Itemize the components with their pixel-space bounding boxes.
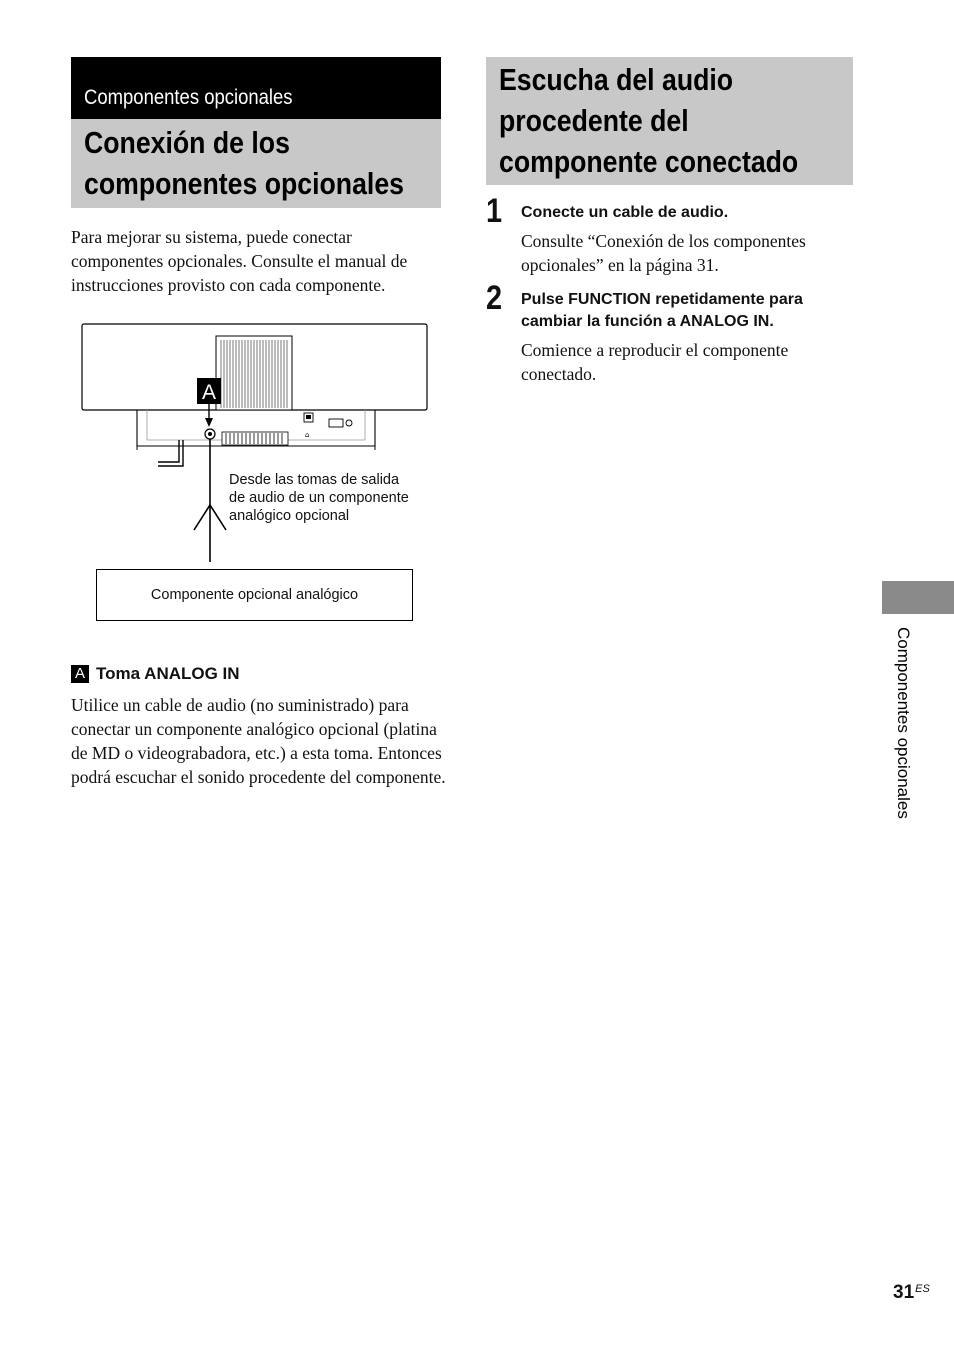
analog-in-paragraph: Utilice un cable de audio (no suministrado) para conectar un componente analógico opcional (platina de MD o videograbadora, etc.) a esta toma. Entonces podrá escuchar el sonido procedente del componente. [71,695,446,787]
analog-component-box [96,569,413,621]
section-title-right-line3: componente conectado [499,144,799,179]
category-label: Componentes opcionales [84,86,293,109]
page-number [893,1282,930,1304]
analog-component-label: Componente opcional analógico [150,587,359,603]
step-1-body: Consulte “Conexión de los componentes opcionales” en la página 31. [521,231,806,275]
section-title-left-line1: Conexión de los [84,125,290,160]
intro-paragraph: Para mejorar su sistema, puede conectar componentes opcionales. Consulte el manual de instrucciones provisto con cada componente. [71,227,408,295]
page-number-suffix: ES [915,1283,930,1295]
step-2-heading: Pulse FUNCTION repetidamente para cambiar la función a ANALOG IN. [521,291,803,330]
label-a-letter: A [201,381,217,404]
analog-heading-letter: A [71,665,89,683]
analog-in-heading [71,664,240,684]
page-number-value: 31 [893,1282,915,1303]
side-tab-label: Componentes opcionales [894,627,913,819]
step-2-body: Comience a reproducir el componente conectado. [521,340,789,384]
arrow-source-label: Desde las tomas de salida de audio de un componente analógico opcional [229,472,409,524]
unit-power-cable [158,440,179,462]
side-tab-marker [882,581,954,614]
unit-terminal-strip [222,432,288,445]
speaker-connector [329,419,343,427]
unit-vent-grille [216,336,292,410]
step-1-heading: Conecte un cable de audio. [521,204,729,221]
svg-text:⌂: ⌂ [305,431,310,439]
section-title-left [84,122,404,204]
section-title-right-line2: procedente del [499,103,689,138]
step-2-number: 2 [486,279,503,317]
analog-heading-text: Toma ANALOG IN [96,664,240,683]
section-title-left-line2: componentes opcionales [84,166,404,201]
step-1-number: 1 [486,192,503,230]
section-title-right [499,59,798,182]
section-title-right-line1: Escucha del audio [499,62,734,97]
